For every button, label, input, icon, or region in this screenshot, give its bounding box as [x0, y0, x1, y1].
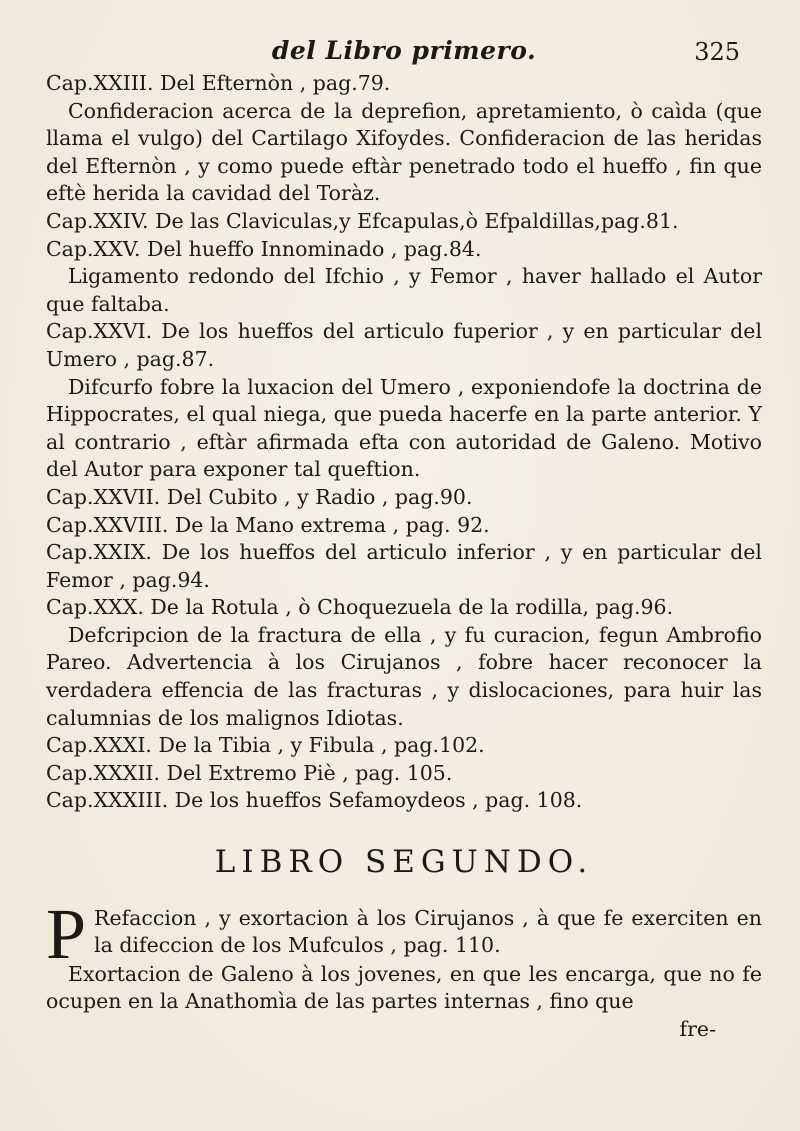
- page-header: [46, 36, 762, 66]
- table-of-contents: [46, 70, 762, 1043]
- chapter-title: Cap.XXIV. De las Claviculas,y Efcapulas,ò Efpaldillas,pag.81.: [46, 208, 679, 233]
- toc-entry-23: [46, 70, 762, 208]
- catchword: fre-: [679, 1016, 716, 1041]
- chapter-summary: Defcripcion de la fractura de ella , y fu curacion, fegun Ambrofio Pareo. Advertencia à los Cirujanos , fobre hacer reconocer la verdadera effencia de las fracturas , y dislocaciones, para huir las calumnias de los malignos Idiotas.: [46, 622, 762, 730]
- toc-entry-24: [46, 208, 762, 236]
- chapter-summary: Difcurfo fobre la luxacion del Umero , exponiendofe la doctrina de Hippocrates, el qual niega, que pueda hacerfe en la parte anterior. Y al contrario , eftàr afirmada efta con autoridad de Galeno. Motivo del Autor para exponer tal queftion.: [46, 374, 762, 482]
- chapter-title: Cap.XXVI. De los hueffos del articulo fuperior , y en particular del Umero , pag.87.: [46, 319, 762, 371]
- running-title: del Libro primero.: [271, 36, 537, 65]
- book-heading: LIBRO SEGUNDO.: [214, 844, 594, 881]
- chapter-title: Cap.XXXII. Del Extremo Piè , pag. 105.: [46, 760, 453, 785]
- chapter-title: Cap.XXXI. De la Tibia , y Fibula , pag.102.: [46, 733, 485, 758]
- chapter-title: Cap.XXVIII. De la Mano extrema , pag. 92.: [46, 512, 490, 537]
- toc-entry-31: [46, 732, 762, 760]
- toc-entry-26: [46, 318, 762, 484]
- toc-entry-27: [46, 484, 762, 512]
- toc-entry-28: [46, 512, 762, 540]
- page-number: 325: [694, 38, 740, 66]
- chapter-title: Cap.XXVII. Del Cubito , y Radio , pag.90.: [46, 484, 473, 509]
- exhortation-text: Exortacion de Galeno à los jovenes, en que les encarga, que no fe ocupen en la Anathomìa de las partes internas , fino que: [46, 961, 762, 1014]
- preface-line: Refaccion , y exortacion à los Cirujanos , à que fe exerciten en la difeccion de los Mufculos , pag. 110.: [94, 905, 762, 958]
- chapter-summary: Confideracion acerca de la deprefion, apretamiento, ò caìda (que llama el vulgo) del Cartilago Xifoydes. Confideracion de las heridas del Efternòn , y como puede eftàr penetrado todo el hueffo , fin que eftè herida la cavidad del Toràz.: [46, 98, 762, 206]
- book-two-preface: [46, 893, 762, 974]
- toc-entry-32: [46, 760, 762, 788]
- chapter-title: Cap.XXIX. De los hueffos del articulo inferior , y en particular del Femor , pag.94.: [46, 540, 762, 592]
- toc-entry-25: [46, 236, 762, 319]
- chapter-summary: Ligamento redondo del Ifchio , y Femor , haver hallado el Autor que faltaba.: [46, 264, 762, 316]
- chapter-title: Cap.XXXIII. De los hueffos Sefamoydeos , pag. 108.: [46, 788, 583, 813]
- chapter-title: Cap.XXX. De la Rotula , ò Choquezuela de la rodilla, pag.96.: [46, 595, 674, 620]
- chapter-title: Cap.XXV. Del hueffo Innominado , pag.84.: [46, 236, 482, 261]
- toc-entry-29: [46, 539, 762, 594]
- toc-entry-30: [46, 594, 762, 732]
- toc-entry-33: [46, 787, 762, 815]
- galen-exhortation: [46, 961, 762, 1016]
- chapter-title: Cap.XXIII. Del Efternòn , pag.79.: [46, 71, 391, 95]
- drop-cap: P: [46, 893, 87, 974]
